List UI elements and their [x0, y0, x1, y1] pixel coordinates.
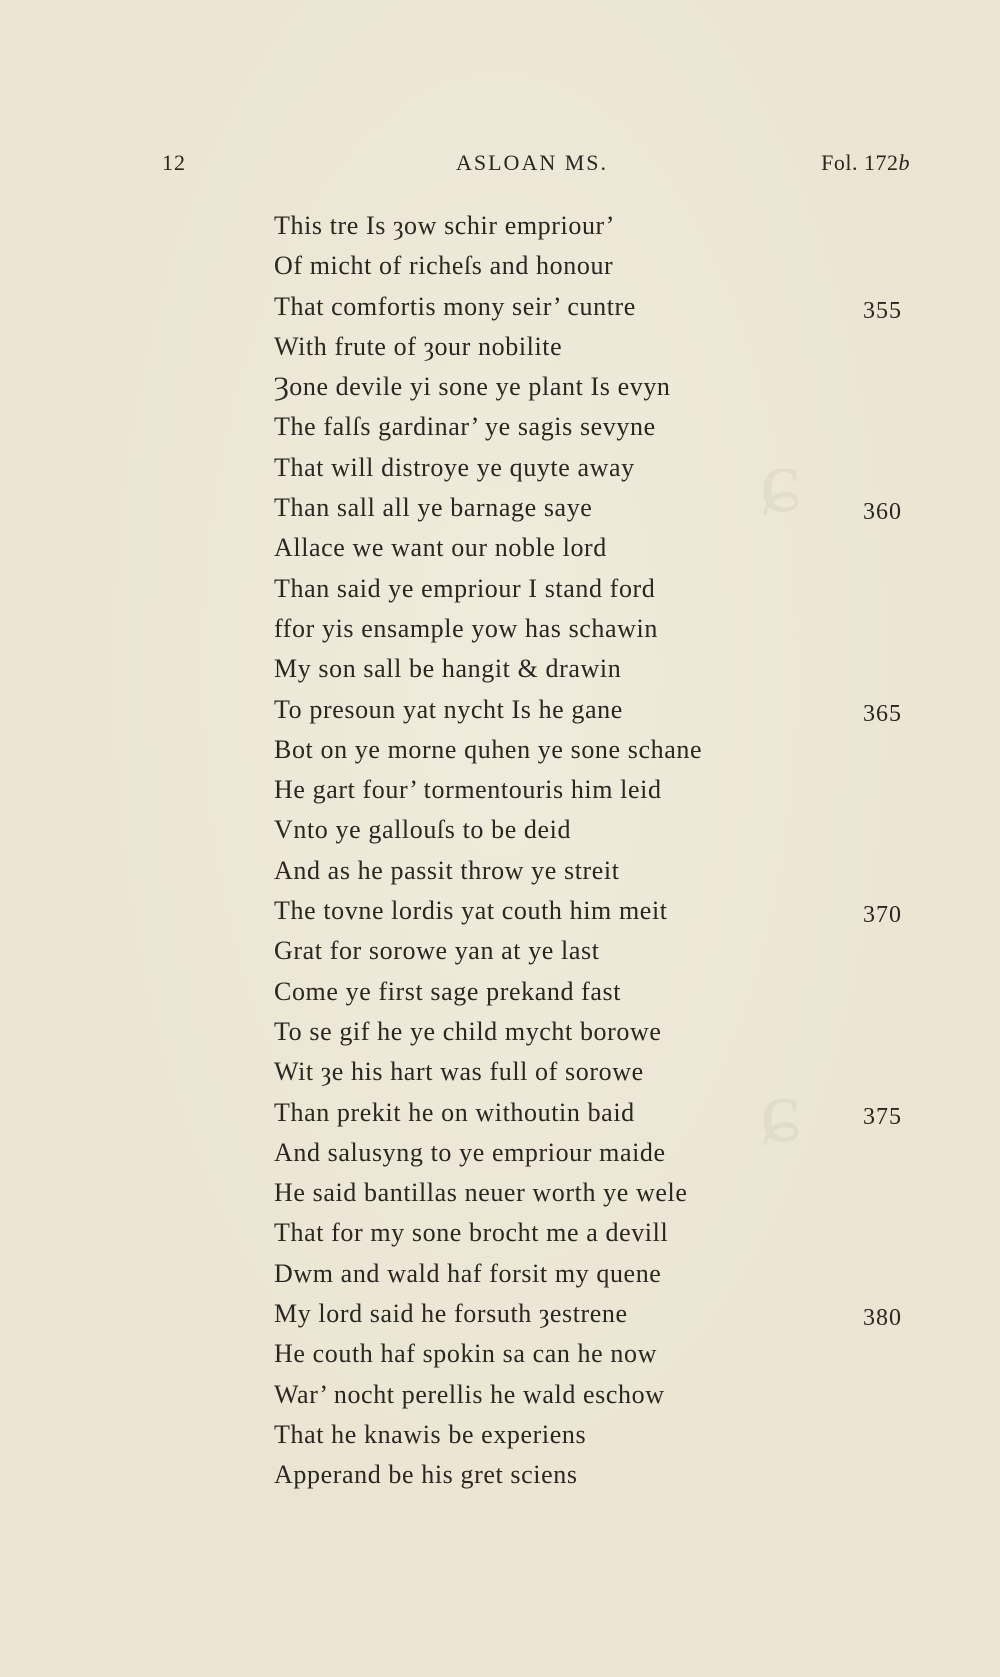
- verse-line: [0, 1173, 1000, 1213]
- verse-line: [0, 1052, 1000, 1092]
- verse-line: [0, 690, 1000, 730]
- verse-line-text: Bot on ye morne quhen ye sone schane: [274, 734, 703, 764]
- verse-line: [0, 1415, 1000, 1455]
- verse-line: [0, 649, 1000, 689]
- verse-line-text: ffor yis ensample yow has schawin: [274, 613, 658, 643]
- verse-line: [0, 488, 1000, 528]
- verse-line-text: That for my sone brocht me a devill: [274, 1218, 669, 1248]
- verse-line: [0, 1012, 1000, 1052]
- verse-line: [0, 327, 1000, 367]
- verse-line-text: My lord said he forsuth ȝestrene: [274, 1299, 628, 1329]
- verse-line-text: Wit ȝe his hart was full of sorowe: [274, 1057, 644, 1087]
- folio-side: b: [898, 150, 910, 175]
- verse-line-text: Vnto ye gallouſs to be deid: [274, 815, 572, 845]
- verse-line-text: My son sall be hangit & drawin: [274, 654, 622, 684]
- verse-line-text: He said bantillas neuer worth ye wele: [274, 1178, 688, 1208]
- page-header: [162, 150, 910, 180]
- verse-line-text: To se gif he ye child mycht borowe: [274, 1016, 662, 1046]
- verse-line: [0, 770, 1000, 810]
- verse-line-text: Of micht of richeſs and honour: [274, 251, 614, 281]
- verse-line-text: Than prekit he on withoutin baid: [274, 1097, 635, 1127]
- verse-line-text: That he knawis be experiens: [274, 1419, 587, 1449]
- verse-line: [0, 891, 1000, 931]
- verse-line-text: This tre Is ȝow schir empriour’: [274, 211, 616, 240]
- verse-line-text: To presoun yat nycht Is he gane: [274, 694, 623, 724]
- line-number: 355: [863, 297, 902, 324]
- verse-line: [0, 851, 1000, 891]
- line-number: 375: [863, 1103, 902, 1130]
- verse-line-text: War’ nocht perellis he wald eschow: [274, 1379, 665, 1409]
- verse-line: [0, 1375, 1000, 1415]
- page-number: 12: [162, 150, 186, 175]
- verse-line-text: And as he passit throw ye streit: [274, 855, 620, 885]
- verse-line: [0, 931, 1000, 971]
- verse-block: [0, 206, 1000, 1496]
- verse-line-text: Come ye first sage prekand fast: [274, 976, 622, 1006]
- show-through-mark: ɕ: [760, 1062, 800, 1161]
- verse-line-text: That comfortis mony seir’ cuntre: [274, 291, 636, 321]
- verse-line: [0, 730, 1000, 770]
- verse-line: [0, 1294, 1000, 1334]
- verse-line-text: Allace we want our noble lord: [274, 533, 607, 563]
- verse-line: [0, 246, 1000, 286]
- verse-line-text: He couth haf spokin sa can he now: [274, 1339, 657, 1369]
- line-number: 370: [863, 902, 902, 929]
- verse-line: [0, 972, 1000, 1012]
- verse-line-text: Apperand be his gret sciens: [274, 1460, 578, 1490]
- verse-line-text: With frute of ȝour nobilite: [274, 331, 563, 361]
- verse-line: [0, 810, 1000, 850]
- verse-line: [0, 609, 1000, 649]
- line-number: 360: [863, 499, 902, 526]
- verse-line: [0, 569, 1000, 609]
- verse-line: [0, 287, 1000, 327]
- line-number: 365: [863, 700, 902, 727]
- line-number: 380: [863, 1305, 902, 1332]
- verse-line: [0, 1093, 1000, 1133]
- verse-line-text: And salusyng to ye empriour maide: [274, 1137, 666, 1167]
- verse-line-text: That will distroye ye quyte away: [274, 452, 635, 482]
- verse-line-text: Ȝone devile yi sone ye plant Is evyn: [274, 372, 671, 402]
- verse-line-text: Than said ye empriour I stand ford: [274, 573, 656, 603]
- show-through-mark: ɕ: [760, 432, 800, 531]
- verse-line-text: He gart four’ tormentouris him leid: [274, 775, 662, 805]
- verse-line-text: The tovne lordis yat couth him meit: [274, 896, 668, 926]
- verse-line: [0, 407, 1000, 447]
- verse-line: [0, 528, 1000, 568]
- verse-line: [0, 1455, 1000, 1495]
- verse-line: [0, 1254, 1000, 1294]
- verse-line: [0, 367, 1000, 407]
- folio-reference: [821, 150, 910, 176]
- verse-line: [0, 448, 1000, 488]
- folio-label: Fol. 172: [821, 150, 899, 175]
- verse-line-text: Than sall all ye barnage saye: [274, 493, 593, 523]
- verse-line: [0, 206, 1000, 246]
- verse-line-text: Grat for sorowe yan at ye last: [274, 936, 600, 966]
- verse-line-text: The falſs gardinar’ ye sagis sevyne: [274, 412, 656, 442]
- verse-line-text: Dwm and wald haf forsit my quene: [274, 1258, 662, 1288]
- running-title: ASLOAN MS.: [456, 150, 609, 175]
- verse-line: [0, 1334, 1000, 1374]
- verse-line: [0, 1213, 1000, 1253]
- verse-line: [0, 1133, 1000, 1173]
